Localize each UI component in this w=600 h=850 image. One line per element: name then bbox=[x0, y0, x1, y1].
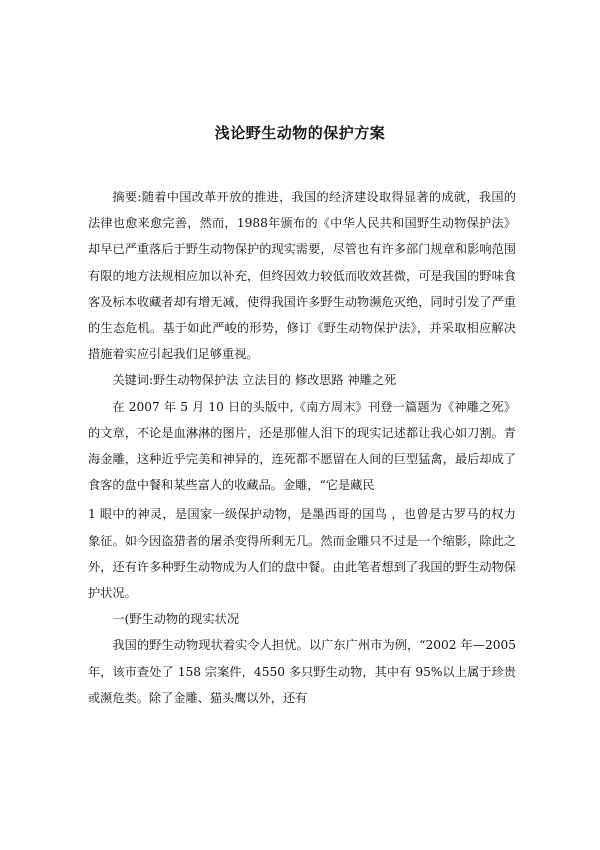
document-title: 浅论野生动物的保护方案 bbox=[214, 124, 386, 142]
abstract-paragraph: 摘要:随着中国改革开放的推进，我国的经济建设取得显著的成就，我国的法律也愈来愈完善，然而，1988年颁布的《中华人民共和国野生动物保护法》却早已严重落后于野生动物保护的现实需要，尽管也有许多部门规章和影响范围有限的地方法规相应加以补充，但终因效力较低而收效甚微，可是我国的野味食客及标本收藏者却有增无减，使得我国许多野生动物濒危灭绝，同时引发了严重的生态危机。基于如此严峻的形势，修订《野生动物保护法》，并采取相应解决措施着实应引起我们足够重视。 bbox=[88, 190, 516, 362]
keywords-paragraph: 关键词:野生动物保护法 立法目的 修改思路 神雕之死 bbox=[112, 373, 397, 388]
golden-eagle-paragraph: 1 眼中的神灵，是国家一级保护动物，是墨西哥的国鸟 ，也曾是古罗马的权力象征。如今因盗猎者的屠杀变得所剩无几。然而金雕只不过是一个缩影，除此之外，还有许多种野生动物成为人们的盘中餐。由此笔者想到了我国的野生动物保护状况。 bbox=[88, 507, 516, 601]
document-body bbox=[88, 184, 516, 711]
status-paragraph: 我国的野生动物现状着实令人担忧。以广东广州市为例，“2002 年—2005 年，该市查处了 158 宗案件，4550 多只野生动物，其中有 95%以上属于珍贵或濒危类。除了金雕、猫头鹰以外，还有 bbox=[88, 638, 516, 705]
section-heading: 一(野生动物的现实状况 bbox=[112, 612, 240, 627]
intro-paragraph: 在 2007 年 5 月 10 日的头版中,《南方周末》刊登一篇题为《神雕之死》的文章，不论是血淋淋的图片，还是那催人泪下的现实记述都让我心如刀割。青海金雕，这种近乎完美和神异的，连死都不愿留在人间的巨型猛禽，最后却成了食客的盘中餐和某些富人的收藏品。金雕，“它是藏民 bbox=[88, 399, 516, 493]
